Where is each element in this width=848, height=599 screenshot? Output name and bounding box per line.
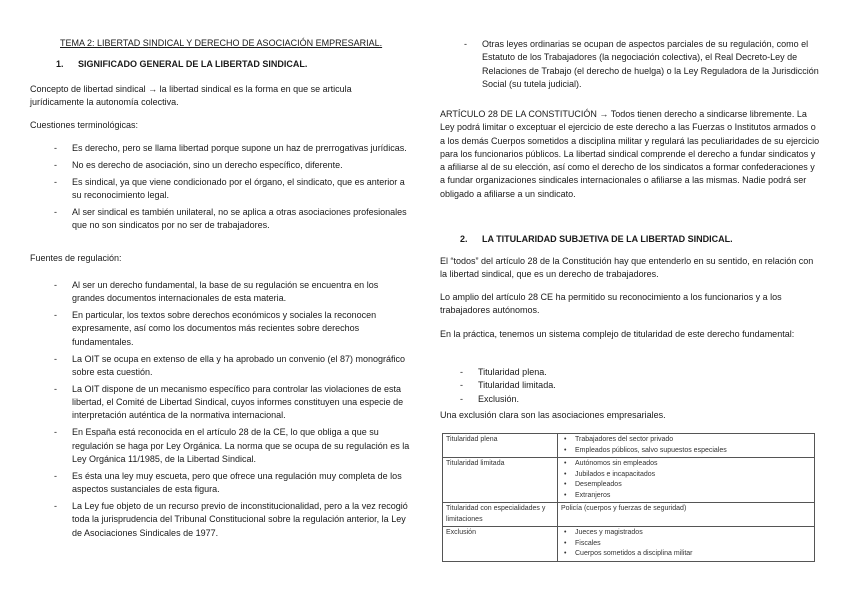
- table-row: [443, 458, 815, 503]
- titularidad-list: [436, 366, 816, 406]
- cuestiones-list: [30, 142, 410, 236]
- articulo-28-paragraph: ARTÍCULO 28 DE LA CONSTITUCIÓN → Todos tienen derecho a sindicarse libremente. La Ley podrá limitar o exceptuar el ejercicio de este derecho a las Fuerzas o Institutos armados o a los demás Cuerpos sometidos a disciplina militar y regulará las peculiaridades de su ejercicio para los funcionarios públicos. La libertad sindical comprende el derecho a fundar sindicatos y a afiliarse al de su elección, así como el derecho de los sindicatos a formar confederaciones y a fundar organizaciones sindicales internacionales o afiliarse a las mismas. Nadie podrá ser obligado a afiliarse a un sindicato.: [440, 109, 820, 199]
- list-item: - En España está reconocida en el artículo 28 de la CE, lo que obliga a que su regulación se haga por Ley Orgánica. La norma que se ocupa de su regulación es la Ley Orgánica 11/1985, de la Libertad Sindical.: [30, 426, 410, 466]
- table-cell-values: Policía (cuerpos y fuerzas de seguridad): [558, 503, 815, 527]
- list-item: - La OIT se ocupa en extenso de ella y ha aprobado un convenio (el 87) monográfico sobre esta cuestión.: [30, 353, 410, 380]
- list-item: - Al ser sindical es también unilateral, no se aplica a otras asociaciones profesionales que no son sindicatos por no ser de trabajadores.: [30, 206, 410, 233]
- titularidad-table: [442, 433, 815, 562]
- page-title: TEMA 2: LIBERTAD SINDICAL Y DERECHO DE ASOCIACIÓN EMPRESARIAL.: [60, 38, 383, 48]
- list-item: - Otras leyes ordinarias se ocupan de aspectos parciales de su regulación, como el Estatuto de los Trabajadores (la negociación colectiva), el Real Decreto-Ley de Relaciones de Trabajo (el derecho de huelga) o la Ley Reguladora de la Jurisdicción Social (su tutela judicial).: [440, 38, 820, 91]
- table-cell-values: [558, 527, 815, 562]
- list-item: - La OIT dispone de un mecanismo específico para controlar las violaciones de esta libertad, el Comité de Libertad Sindical, cuyos informes constituyen una especie de interpretación auténtica de la normativa internacional.: [30, 383, 410, 423]
- list-item: • Cuerpos sometidos a disciplina militar: [561, 549, 811, 560]
- section-2-number: 2.: [460, 234, 468, 244]
- table-row: [443, 503, 815, 527]
- section-1-heading: [56, 59, 307, 69]
- list-item: - Es ésta una ley muy escueta, pero que ofrece una regulación muy completa de los aspectos sustanciales de esta figura.: [30, 470, 410, 497]
- practica-paragraph: En la práctica, tenemos un sistema complejo de titularidad de este derecho fundamental:: [440, 329, 795, 339]
- section-1-number: 1.: [56, 59, 64, 69]
- exclusion-paragraph: Una exclusión clara son las asociaciones empresariales.: [440, 410, 666, 420]
- list-item: - Al ser un derecho fundamental, la base de su regulación se encuentra en los grandes documentos internacionales de esta materia.: [30, 279, 410, 306]
- section-1-title: SIGNIFICADO GENERAL DE LA LIBERTAD SINDICAL.: [78, 59, 308, 69]
- table-cell-category: Titularidad con especialidades y limitaciones: [443, 503, 558, 527]
- table-row: [443, 527, 815, 562]
- list-item: • Desempleados: [561, 480, 811, 491]
- list-item: • Empleados públicos, salvo supuestos especiales: [561, 446, 811, 457]
- list-item: - Titularidad plena.: [436, 366, 816, 379]
- list-item: • Autónomos sin empleados: [561, 459, 811, 470]
- list-item: - La Ley fue objeto de un recurso previo de inconstitucionalidad, pero a la vez recogió toda la jurisprudencia del Tribunal Constitucional sobre la regulación anterior, la Ley de Asociaciones Sindicales de 1977.: [30, 500, 410, 540]
- list-item: - Es sindical, ya que viene condicionado por el órgano, el sindicato, que es anterior a su reconocimiento legal.: [30, 176, 410, 203]
- table-cell-values: [558, 434, 815, 458]
- table-cell-category: Titularidad limitada: [443, 458, 558, 503]
- fuentes-list: [30, 279, 410, 544]
- cuestiones-heading: Cuestiones terminológicas:: [30, 120, 139, 130]
- section-2-title: LA TITULARIDAD SUBJETIVA DE LA LIBERTAD SINDICAL.: [482, 234, 733, 244]
- list-item: - Es derecho, pero se llama libertad porque supone un haz de prerrogativas jurídicas.: [30, 142, 410, 155]
- amplio-paragraph: Lo amplio del artículo 28 CE ha permitido su reconocimiento a los funcionarios y a los trabajadores autónomos.: [440, 292, 782, 316]
- list-item: • Fiscales: [561, 539, 811, 550]
- list-item: • Trabajadores del sector privado: [561, 435, 811, 446]
- fuentes-heading: Fuentes de regulación:: [30, 253, 122, 263]
- table-cell-category: Exclusión: [443, 527, 558, 562]
- list-item: - En particular, los textos sobre derechos económicos y sociales la reconocen expresamente, así como los documentos más recientes sobre derechos fundamentales.: [30, 309, 410, 349]
- list-item: • Extranjeros: [561, 491, 811, 502]
- list-item: • Jueces y magistrados: [561, 528, 811, 539]
- table-row: [443, 434, 815, 458]
- list-item: • Jubilados e incapacitados: [561, 470, 811, 481]
- list-item: - No es derecho de asociación, sino un derecho específico, diferente.: [30, 159, 410, 172]
- todos-paragraph: El “todos” del artículo 28 de la Constitución hay que entenderlo en su sentido, en relación con la libertad sindical, que es un derecho de trabajadores.: [440, 256, 814, 280]
- list-item: - Titularidad limitada.: [436, 379, 816, 392]
- section-2-heading: [460, 234, 733, 244]
- otras-leyes-list: [440, 38, 820, 95]
- table-cell-category: Titularidad plena: [443, 434, 558, 458]
- concepto-paragraph: Concepto de libertad sindical → la libertad sindical es la forma en que se articula jurídicamente la autonomía colectiva.: [30, 84, 352, 108]
- list-item: - Exclusión.: [436, 393, 816, 406]
- table-cell-values: [558, 458, 815, 503]
